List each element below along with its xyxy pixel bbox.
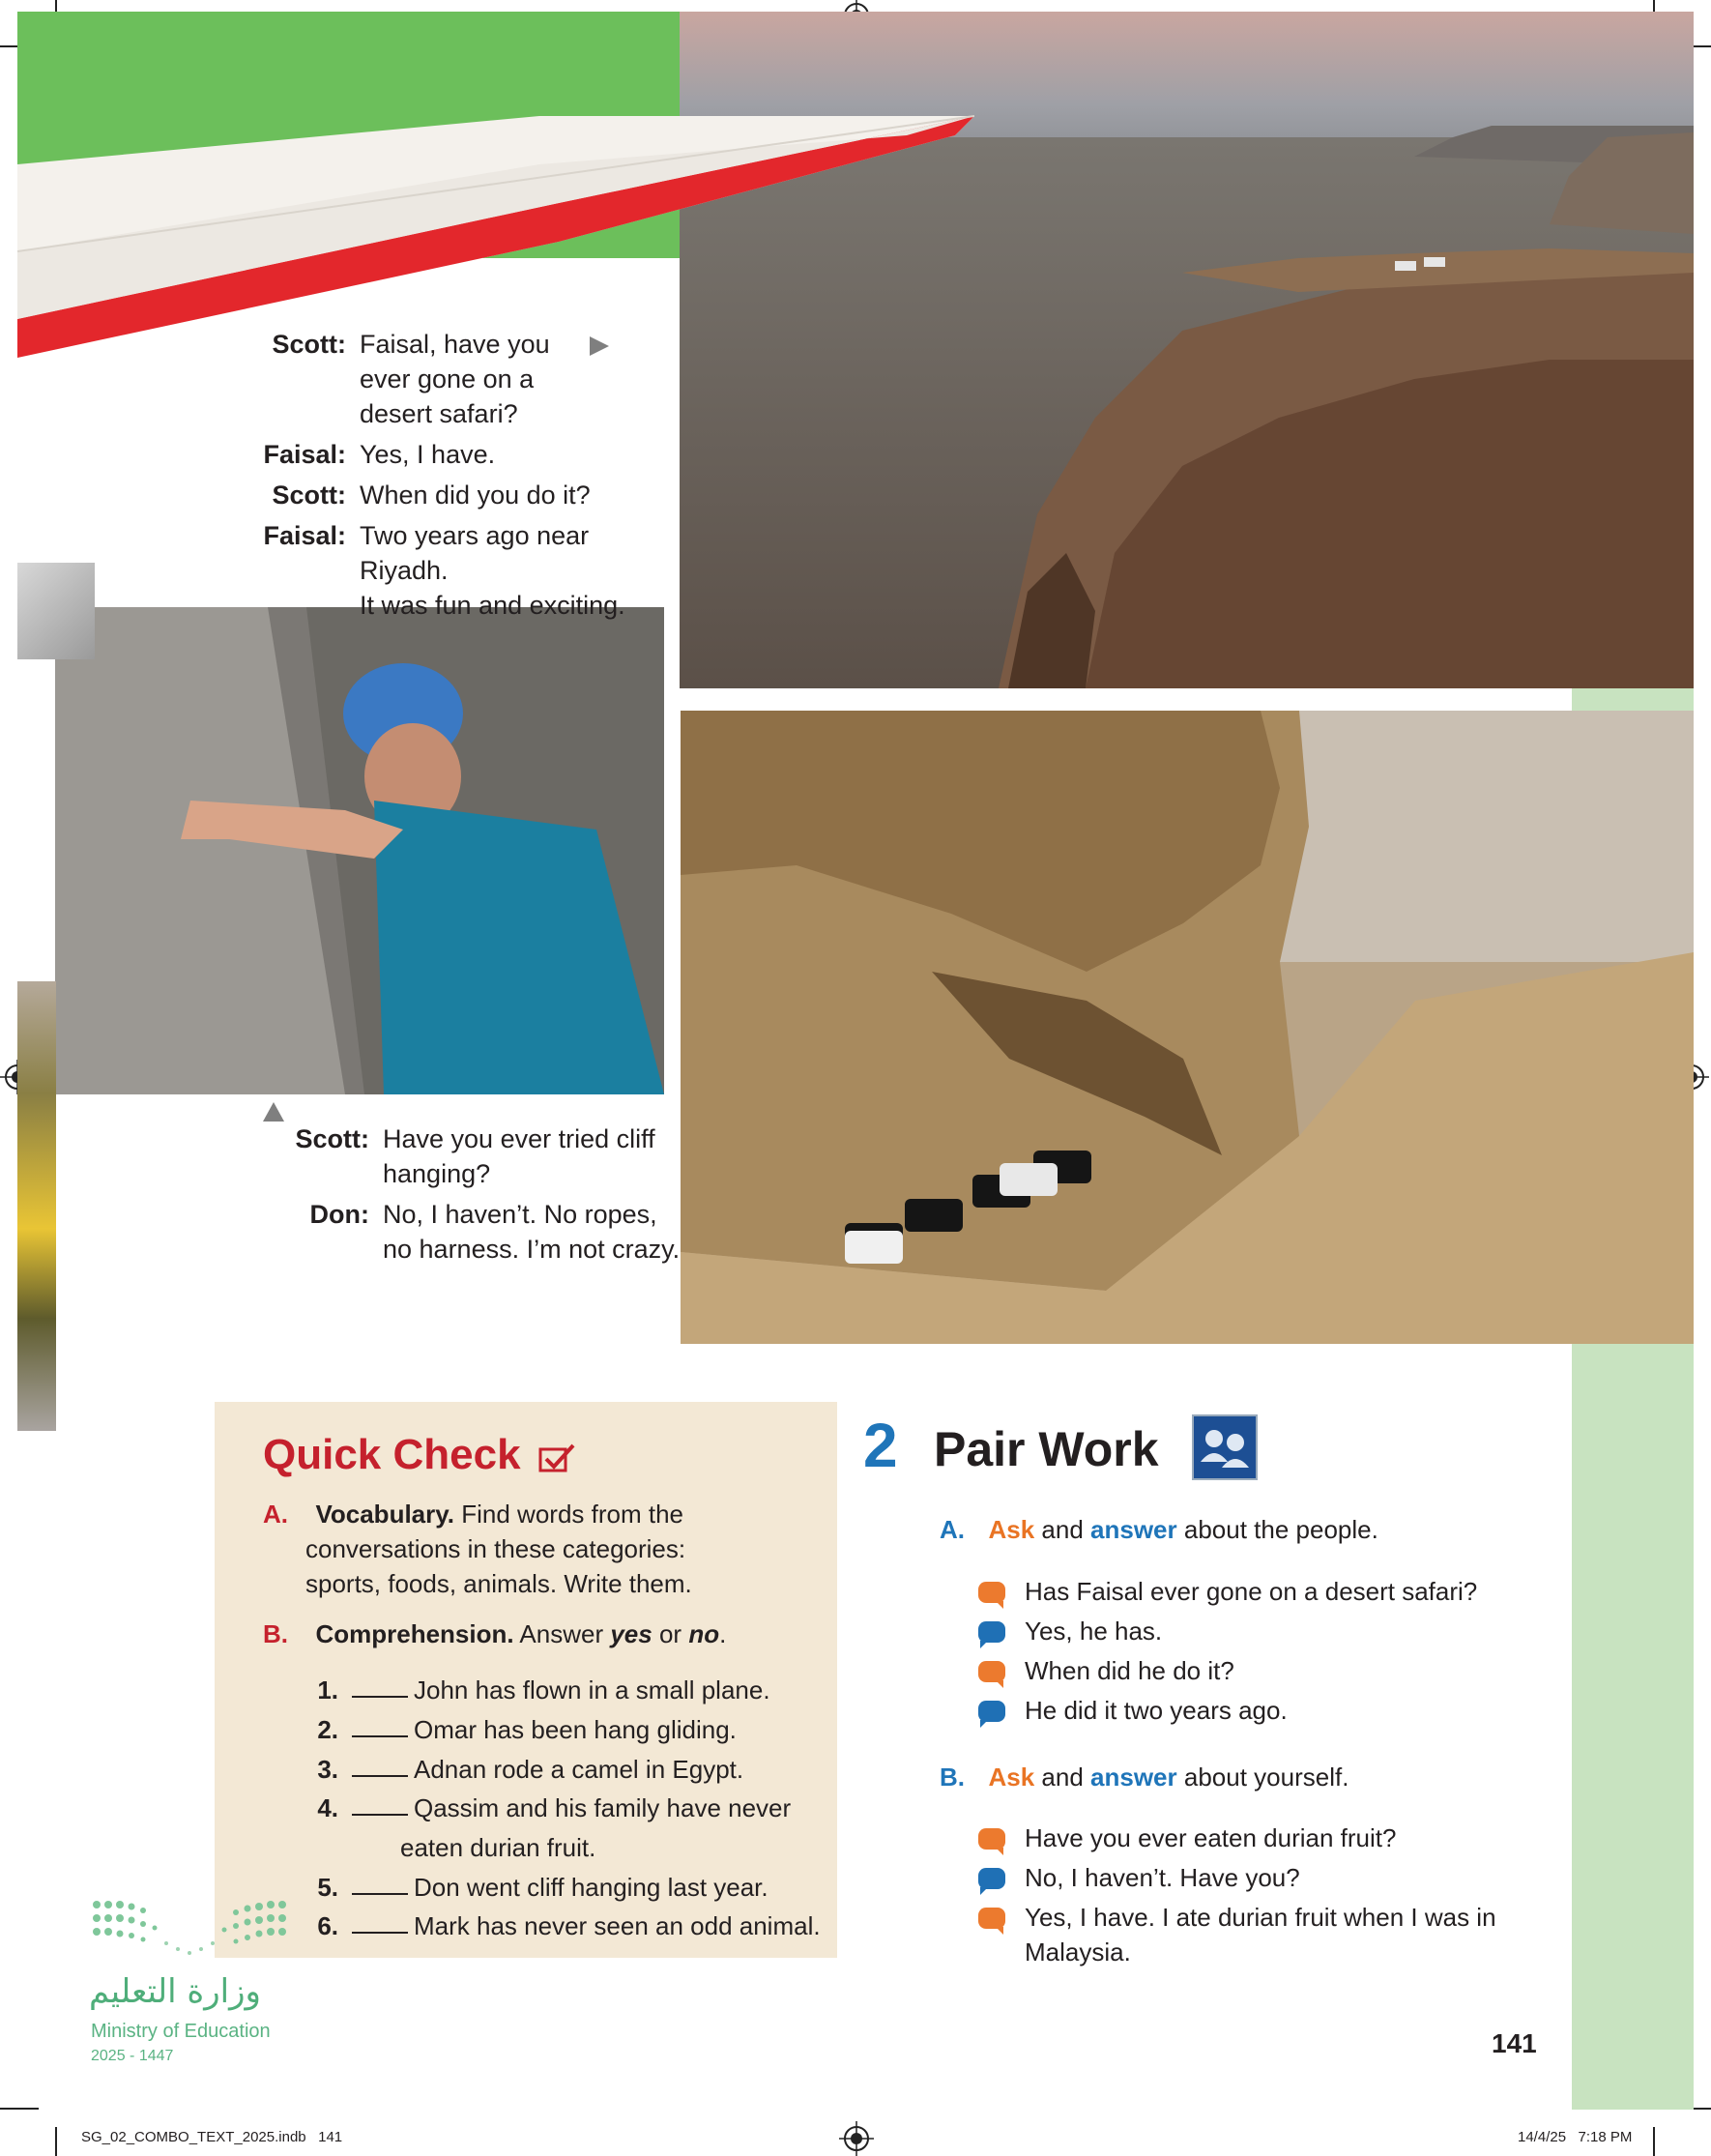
- dialogue-text: Yes, I have.: [360, 440, 496, 469]
- ask-word: Ask: [988, 1763, 1035, 1792]
- item-text: Qassim and his family have never: [414, 1793, 792, 1822]
- comprehension-item: [300, 1907, 821, 1945]
- up-triangle-icon: [263, 1102, 284, 1122]
- line-text: Malaysia.: [1025, 1937, 1131, 1967]
- ministry-dots-logo-icon: [89, 1895, 292, 1965]
- crop-mark: [55, 2127, 57, 2156]
- and-word: and: [1041, 1763, 1084, 1792]
- instruction-text: Find words from the: [461, 1500, 683, 1529]
- answer-word: answer: [1090, 1763, 1177, 1792]
- instruction-text: conversations in these categories:: [305, 1534, 686, 1563]
- dialogue-bottom: [290, 1122, 696, 1267]
- instruction-text: sports, foods, animals. Write them.: [305, 1569, 692, 1598]
- text-line: desert safari?: [360, 399, 518, 428]
- dialogue-line: [242, 437, 677, 472]
- ask-word: Ask: [988, 1515, 1035, 1544]
- ministry-year: 2025 - 1447: [91, 2048, 174, 2064]
- pair-work-icon: [1191, 1413, 1259, 1481]
- speaker-name: Faisal:: [263, 521, 346, 550]
- line-text: Yes, I have. I ate durian fruit when I was in: [1025, 1903, 1496, 1932]
- line-text: Yes, he has.: [1025, 1617, 1163, 1646]
- dialogue-top: [242, 327, 677, 623]
- comprehension-item: [300, 1868, 768, 1907]
- page-number: 141: [1492, 2028, 1537, 2058]
- question-line-continued: [1025, 1935, 1131, 1969]
- durian-partial-image: [17, 981, 56, 1431]
- comprehension-item: [300, 1750, 743, 1789]
- shoe-partial-image: [17, 563, 95, 659]
- pair-work-title: Pair Work: [934, 1422, 1159, 1476]
- crop-mark: [1653, 2127, 1655, 2156]
- item-number: 5.: [317, 1873, 338, 1902]
- text-line: no harness. I’m not crazy.: [383, 1235, 681, 1264]
- instruction-text: about the people.: [1183, 1515, 1378, 1544]
- section-heading: Comprehension.: [315, 1619, 514, 1648]
- speaker-name: Scott:: [272, 330, 346, 359]
- instruction-text: about yourself.: [1183, 1763, 1349, 1792]
- item-text: eaten durian fruit.: [400, 1833, 596, 1862]
- text-line: Have you ever tried cliff: [383, 1124, 655, 1153]
- text-line: ever gone on a: [360, 364, 535, 393]
- and-word: and: [1041, 1515, 1084, 1544]
- speech-bubble-orange-icon: [978, 1908, 1005, 1929]
- dialogue-line: [242, 518, 677, 623]
- period: .: [719, 1619, 727, 1648]
- section-letter: A.: [940, 1515, 965, 1544]
- speech-bubble-blue-icon: [978, 1621, 1005, 1643]
- speaker-name: Faisal:: [263, 440, 346, 469]
- answer-blank[interactable]: [352, 1789, 408, 1816]
- item-text: John has flown in a small plane.: [414, 1675, 770, 1704]
- footer-file-info: SG_02_COMBO_TEXT_2025.indb 141: [81, 2129, 343, 2145]
- item-number: 4.: [317, 1793, 338, 1822]
- section-a: [263, 1497, 683, 1531]
- item-text: Don went cliff hanging last year.: [414, 1873, 768, 1902]
- line-text: When did he do it?: [1025, 1656, 1234, 1685]
- speech-bubble-orange-icon: [978, 1582, 1005, 1603]
- speaker-name: Scott:: [272, 481, 346, 510]
- hang-glider-wing: [17, 97, 974, 358]
- quick-check-box: [215, 1402, 837, 1958]
- or-word: or: [658, 1619, 682, 1648]
- section-letter: A.: [263, 1500, 288, 1529]
- text-line: No, I haven’t. No ropes,: [383, 1200, 657, 1229]
- registration-mark-icon: [839, 2121, 874, 2156]
- text-line: Two years ago near Riyadh.: [360, 521, 590, 585]
- crop-mark: [0, 2108, 39, 2110]
- exercise-number: 2: [863, 1411, 898, 1480]
- dialogue-line: [242, 327, 677, 431]
- comprehension-item: [300, 1710, 737, 1749]
- item-text: Adnan rode a camel in Egypt.: [414, 1755, 744, 1784]
- speaker-name: Scott:: [295, 1124, 369, 1153]
- desert-cars-photo: [681, 711, 1694, 1344]
- text-line: hanging?: [383, 1159, 491, 1188]
- ministry-arabic-name: وزارة التعليم: [89, 1972, 261, 2011]
- dialogue-text: When did you do it?: [360, 481, 591, 510]
- question-line: [978, 1653, 1234, 1688]
- item-text: Omar has been hang gliding.: [414, 1715, 737, 1744]
- speech-bubble-blue-icon: [978, 1701, 1005, 1722]
- speech-bubble-orange-icon: [978, 1828, 1005, 1850]
- dialogue-line: [242, 478, 677, 512]
- item-number: 3.: [317, 1755, 338, 1784]
- dialogue-text: [383, 1197, 680, 1267]
- answer-line: [978, 1860, 1300, 1895]
- line-text: Have you ever eaten durian fruit?: [1025, 1823, 1397, 1852]
- ministry-english-name: Ministry of Education: [91, 2021, 271, 2042]
- section-b: [263, 1617, 726, 1651]
- answer-blank[interactable]: [352, 1750, 408, 1777]
- instruction-text: Answer: [519, 1619, 604, 1648]
- item-number: 1.: [317, 1675, 338, 1704]
- text-line: It was fun and exciting.: [360, 591, 625, 620]
- line-text: He did it two years ago.: [1025, 1696, 1288, 1725]
- section-heading: Vocabulary.: [315, 1500, 455, 1529]
- comprehension-item: [300, 1671, 770, 1709]
- answer-blank[interactable]: [352, 1907, 408, 1934]
- answer-blank[interactable]: [352, 1671, 408, 1698]
- line-text: No, I haven’t. Have you?: [1025, 1863, 1300, 1892]
- line-text: Has Faisal ever gone on a desert safari?: [1025, 1577, 1478, 1606]
- text-line: Faisal, have you: [360, 330, 550, 359]
- cliff-climber-photo: [55, 607, 664, 1094]
- speech-bubble-blue-icon: [978, 1868, 1005, 1889]
- section-letter: B.: [263, 1619, 288, 1648]
- speech-bubble-orange-icon: [978, 1661, 1005, 1682]
- dialogue-line: [290, 1122, 696, 1191]
- item-number: 6.: [317, 1911, 338, 1940]
- dialogue-text: [360, 518, 677, 623]
- answer-blank[interactable]: [352, 1868, 408, 1895]
- footer-timestamp: 14/4/25 7:18 PM: [1518, 2129, 1633, 2145]
- answer-line: [978, 1614, 1162, 1648]
- speaker-name: Don:: [309, 1200, 369, 1229]
- question-line: [978, 1574, 1477, 1609]
- quick-check-title: [263, 1431, 577, 1479]
- dialogue-line: [290, 1197, 696, 1267]
- comprehension-item-continued: [400, 1828, 595, 1867]
- dialogue-text: [360, 327, 550, 431]
- yes-word: yes: [610, 1619, 652, 1648]
- pair-work-part-b: [940, 1760, 1348, 1794]
- answer-word: answer: [1090, 1515, 1177, 1544]
- question-line: [978, 1900, 1496, 1935]
- comprehension-item: [300, 1789, 791, 1827]
- answer-blank[interactable]: [352, 1710, 408, 1737]
- checkbox-icon: [538, 1442, 577, 1472]
- no-word: no: [688, 1619, 720, 1648]
- item-number: 2.: [317, 1715, 338, 1744]
- quick-check-title-text: Quick Check: [263, 1431, 521, 1478]
- answer-line: [978, 1693, 1288, 1728]
- pair-work-part-a: [940, 1512, 1378, 1547]
- dialogue-text: [383, 1122, 655, 1191]
- section-letter: B.: [940, 1763, 965, 1792]
- item-text: Mark has never seen an odd animal.: [414, 1911, 821, 1940]
- question-line: [978, 1821, 1396, 1855]
